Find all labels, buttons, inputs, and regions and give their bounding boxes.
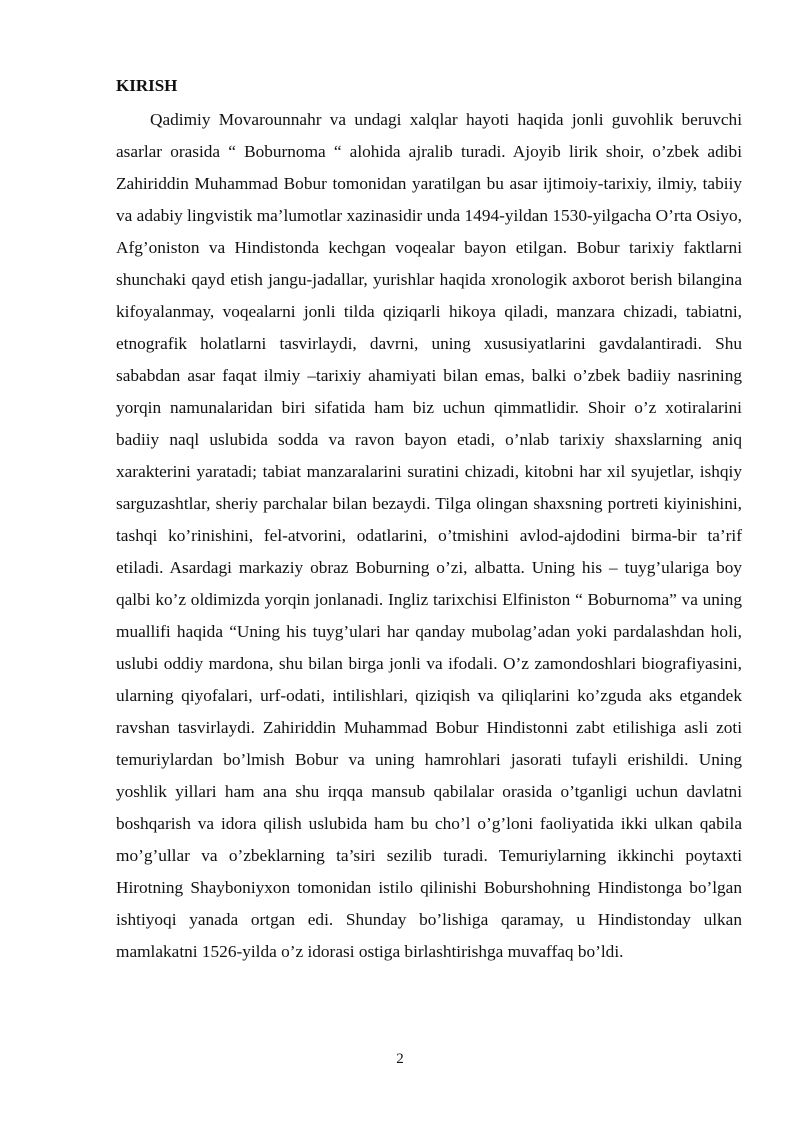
body-paragraph: Qadimiy Movarounnahr va undagi xalqlar hayoti haqida jonli guvohlik beruvchi asarlar orasida “ Boburnoma “ alohida ajralib turadi. Ajoyib lirik shoir, o’zbek adibi Zahiriddin Muhammad Bobur tomonidan yaratilgan bu asar ijtimoiy-tarixiy, ilmiy, tabiiy va adabiy lingvistik ma’lumotlar xazinasidir unda 1494-yildan 1530-yilgacha O’rta Osiyo, Afg’oniston va Hindistonda kechgan voqealar bayon etilgan. Bobur tarixiy faktlarni shunchaki qayd etish jangu-jadallar, yurishlar haqida xronologik axborot berish bilangina kifoyalanmay, voqealarni jonli tilda qiziqarli hikoya qiladi, manzara chizadi, tabiatni, etnografik holatlarni tasvirlaydi, davrni, uning xususiyatlarini gavdalantiradi. Shu sababdan asar faqat ilmiy –tarixiy ahamiyati bilan emas, balki o’zbek badiiy nasrining yorqin namunalaridan biri sifatida ham biz uchun qimmatlidir. Shoir o’z xotiralarini badiiy naql uslubida sodda va ravon bayon etadi, o’nlab tarixiy shaxslarning aniq xarakterini yaratadi; tabiat manzaralarini suratini chizadi, kitobni har xil syujetlar, ishqiy sarguzashtlar, sheriy parchalar bilan bezaydi. Tilga olingan shaxsning portreti kiyinishini, tashqi ko’rinishini, fel-atvorini, odatlarini, o’tmishini avlod-ajdodini birma-bir ta’rif etiladi. Asardagi markaziy obraz Boburning o’zi, albatta. Uning his – tuyg’ulariga boy qalbi ko’z oldimizda yorqin jonlanadi. Ingliz tarixchisi Elfiniston “ Boburnoma” va uning muallifi haqida “Uning his tuyg’ulari har qanday mubolag’adan yoki pardalashdan holi, uslubi oddiy mardona, shu bilan birga jonli va ifodali. O’z zamondoshlari biografiyasini, ularning qiyofalari, urf-odati, intilishlari, qiziqish va qiliqlarini ko’zguda aks etgandek ravshan tasvirlaydi. Zahiriddin Muhammad Bobur Hindistonni zabt etilishiga asli zoti temuriylardan bo’lmish Bobur va uning hamrohlari jasorati tufayli erishildi. Uning yoshlik yillari ham ana shu irqqa mansub qabilalar orasida o’tganligi uchun davlatni boshqarish va idora qilish uslubida ham bu cho’l o’g’loni faoliyatida ikki ulkan qabila mo’g’ullar va o’zbeklarning ta’siri sezilib turadi. Temuriylarning ikkinchi poytaxti Hirotning Shayboniyxon tomonidan istilo qilinishi Boburshohning Hindistonga bo’lgan ishtiyoqi yanada ortgan edi. Shunday bo’lishiga qaramay, u Hindistonday ulkan mamlakatni 1526-yilda o’z idorasi ostiga birlashtirishga muvaffaq bo’ldi. — [116, 110, 742, 961]
page-number: 2 — [396, 1051, 404, 1067]
page-content — [116, 74, 742, 968]
section-heading: KIRISH — [116, 76, 178, 95]
